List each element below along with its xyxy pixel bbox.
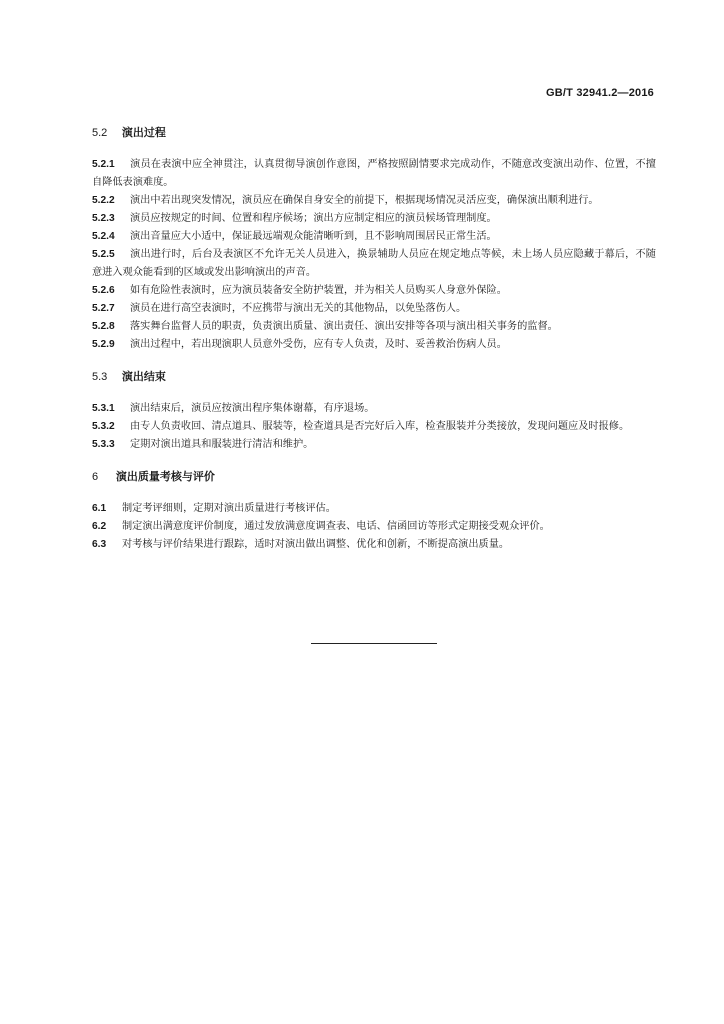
clause-number: 5.3.1: [92, 403, 115, 414]
section-number: 5.2: [92, 127, 108, 139]
section-title: 演出质量考核与评价: [115, 470, 215, 483]
clause-text: 落实舞台监督人员的职责，负责演出质量、演出责任、演出安排等各项与演出相关事务的监督。: [130, 321, 558, 332]
section-number: 6: [92, 471, 99, 483]
clause-number: 5.2.4: [92, 231, 115, 242]
clause-5-3-3: [92, 436, 656, 454]
clause-5-2-5: [92, 246, 656, 282]
clause-number: 5.2.1: [92, 159, 115, 170]
clause-5-2-1: [92, 156, 656, 192]
clause-5-2-6: [92, 282, 656, 300]
clause-5-3-1: [92, 400, 656, 418]
clause-number: 6.1: [92, 503, 107, 514]
section-number: 5.3: [92, 371, 108, 383]
clause-5-2-4: [92, 228, 656, 246]
clause-5-2-7: [92, 300, 656, 318]
clause-number: 5.3.2: [92, 421, 115, 432]
clause-number: 5.2.9: [92, 339, 115, 350]
clause-number: 5.2.2: [92, 195, 115, 206]
standard-code: GB/T 32941.2—2016: [546, 87, 654, 99]
clause-text: 对考核与评价结果进行跟踪，适时对演出做出调整、优化和创新，不断提高演出质量。: [122, 539, 510, 550]
clause-text: 定期对演出道具和服装进行清洁和维护。: [130, 439, 314, 450]
clause-text: 演出音量应大小适中，保证最远端观众能清晰听到，且不影响周围居民正常生活。: [130, 231, 497, 242]
end-rule: [311, 643, 437, 644]
clause-5-2-3: [92, 210, 656, 228]
clause-text: 制定演出满意度评价制度，通过发放满意度调查表、电话、信函回访等形式定期接受观众评价。: [122, 521, 550, 532]
clause-text: 演员应按规定的时间、位置和程序候场；演出方应制定相应的演员候场管理制度。: [130, 213, 497, 224]
clause-text: 演出中若出现突发情况，演员应在确保自身安全的前提下，根据现场情况灵活应变，确保演出顺利进行。: [130, 195, 599, 206]
clause-text: 演员在表演中应全神贯注，认真贯彻导演创作意图，严格按照剧情要求完成动作，不随意改变演出动作、位置，不擅自降低表演难度。: [92, 159, 656, 188]
section-title: 演出过程: [121, 126, 166, 139]
clause-text: 演出过程中，若出现演职人员意外受伤，应有专人负责，及时、妥善救治伤病人员。: [130, 339, 507, 350]
clause-text: 由专人负责收回、清点道具、服装等，检查道具是否完好后入库，检查服装并分类接放，发现问题应及时报修。: [130, 421, 630, 432]
section-heading-5-3: [92, 368, 656, 386]
clause-number: 5.2.8: [92, 321, 115, 332]
clause-number: 5.2.3: [92, 213, 115, 224]
clause-text: 制定考评细则，定期对演出质量进行考核评估。: [122, 503, 336, 514]
clause-text: 演出进行时，后台及表演区不允许无关人员进入，换景辅助人员应在规定地点等候，未上场人员应隐藏于幕后，不随意进入观众能看到的区域或发出影响演出的声音。: [92, 249, 656, 278]
clause-5-2-9: [92, 336, 656, 354]
clause-number: 5.2.7: [92, 303, 115, 314]
clause-number: 6.3: [92, 539, 107, 550]
section-title: 演出结束: [121, 370, 166, 383]
clause-6-1: [92, 500, 656, 518]
document-body: [92, 124, 656, 554]
clause-number: 5.2.5: [92, 249, 115, 260]
clause-5-2-2: [92, 192, 656, 210]
clause-text: 如有危险性表演时，应为演员装备安全防护装置，并为相关人员购买人身意外保险。: [130, 285, 507, 296]
clause-5-2-8: [92, 318, 656, 336]
clause-number: 5.3.3: [92, 439, 115, 450]
clause-number: 5.2.6: [92, 285, 115, 296]
clause-text: 演出结束后，演员应按演出程序集体谢幕，有序退场。: [130, 403, 375, 414]
clause-6-3: [92, 536, 656, 554]
clause-text: 演员在进行高空表演时，不应携带与演出无关的其他物品，以免坠落伤人。: [130, 303, 467, 314]
section-heading-5-2: [92, 124, 656, 142]
clause-5-3-2: [92, 418, 656, 436]
clause-6-2: [92, 518, 656, 536]
section-heading-6: [92, 468, 656, 486]
clause-number: 6.2: [92, 521, 107, 532]
